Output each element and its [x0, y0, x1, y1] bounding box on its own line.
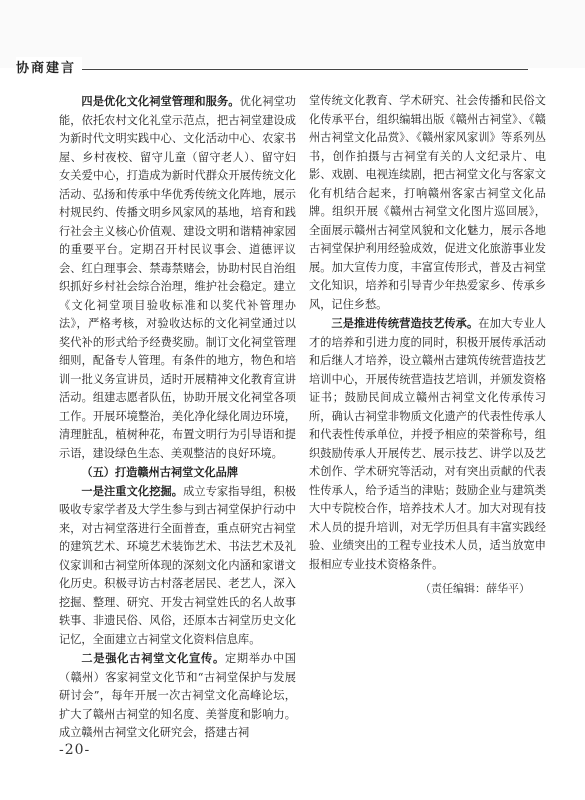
paragraph-culture-mining [59, 482, 296, 650]
section-header-title: 协商建言 [16, 57, 82, 76]
paragraph-body: 优化祠堂功能，依托农村文化礼堂示范点，把古祠堂建设成为新时代文明实践中心、文化活动中心、农家书屋、乡村夜校、留守儿童（留守老人）、留守妇女关爱中心，打造成为新时代群众开展传统文化活动、弘扬和传承中华优秀传统文化阵地，展示村规民约、传播文明乡风家风的基地，培育和践行社会主义核心价值观、建设文明和谐精神家园的重要平台。定期召开村民议事会、道德评议会、红白理事会、禁毒禁赌会，协助村民自治组织抓好乡村社会综合治理，维护社会稳定。建立《文化祠堂项目验收标准和以奖代补管理办法》，严格考核，对验收达标的文化祠堂通过以奖代补的形式给予经费奖励。制订文化祠堂管理细则，配备专人管理。有条件的地方，物色和培训一批义务宣讲员，适时开展精神文化教育宣讲活动。组建志愿者队伍，协助开展文化祠堂各项工作。开展环境整治，美化净化绿化周边环境，清理脏乱，植树种花，布置文明行为引导语和提示语，建设绿色生态、美观整洁的良好环境。 [59, 95, 296, 460]
top-margin-band [0, 0, 585, 68]
paragraph-craft-inheritance [309, 314, 546, 574]
page-number: -20- [59, 742, 91, 758]
header-rule [58, 69, 528, 70]
right-text-column [309, 92, 546, 574]
paragraph-body: 在加大专业人才的培养和引进力度的同时，积极开展传承活动和后继人才培养，设立赣州古建筑传统营造技艺培训中心，开展传统营造技艺培训，并颁发资格证书；鼓励民间成立赣州古祠堂文化传承传习所，确认古祠堂非物质文化遗产的代表性传承人和代表性传承单位，并授予相应的荣誉称号，组织鼓励传承人开展传艺、展示技艺、讲学以及艺术创作、学术研究等活动，对有突出贡献的代表性传承人，给予适当的津贴；鼓励企业与建筑类大中专院校合作，培养技术人才。加大对现有技术人员的提升培训，对无学历但具有丰富实践经验、业绩突出的工程专业技术人员，适当放宽申报相应专业技术资格条件。 [309, 317, 546, 571]
paragraph-publicity [59, 649, 296, 743]
paragraph-optimize-management [59, 92, 296, 463]
paragraph-publicity-continued [309, 92, 546, 314]
paragraph-body: 定期举办中国（赣州）客家祠堂文化节和“古祠堂保护与发展研讨会”，每年开展一次古祠堂文化高峰论坛，扩大了赣州古祠堂的知名度、美誉度和影响力。成立赣州古祠堂文化研究会，搭建古祠 [59, 652, 296, 739]
paragraph-lead: 三是推进传统营造技艺传承。 [331, 316, 479, 330]
paragraph-body: 成立专家指导组，积极吸收专家学者及大学生参与到古祠堂保护行动中来，对古祠堂落进行全面普查，重点研究古祠堂的建筑艺术、环境艺术装饰艺术、书法艺术及礼仪家训和古祠堂所体现的深刻文化内涵和家谱文化历史。积极寻访古村落老居民、老艺人，深入挖掘、整理、研究、开发古祠堂姓氏的名人故事轶事、非遗民俗、风俗，还原本古祠堂历史文化记忆，全面建立古祠堂文化资料信息库。 [59, 484, 296, 646]
paragraph-lead: 一是注重文化挖掘。 [81, 483, 184, 498]
responsible-editor-note: （责任编辑：薛华平） [420, 582, 530, 595]
paragraph-body: 堂传统文化教育、学术研究、社会传播和民俗文化传承平台，组织编辑出版《赣州古祠堂》、《赣州古祠堂文化品赏》、《赣州家风家训》等系列丛书，创作拍摄与古祠堂有关的人文纪录片、电影、戏剧、电视连续剧，把古祠堂文化与客家文化有机结合起来，打响赣州客家古祠堂文化品牌。组织开展《赣州古祠堂文化图片巡回展》，全面展示赣州古祠堂风貌和文化魅力，展示各地古祠堂保护利用经验成效，促进文化旅游事业发展。加大宣传力度，丰富宣传形式，普及古祠堂文化知识，培养和引导青少年热爱家乡、传承乡风，记住乡愁。 [309, 94, 546, 311]
left-text-column [59, 92, 296, 743]
section-heading: （五）打造赣州古祠堂文化品牌 [81, 465, 239, 479]
paragraph-lead: 二是强化古祠堂文化宣传。 [81, 651, 225, 665]
paragraph-lead: 四是优化文化祠堂管理和服务。 [81, 94, 240, 108]
